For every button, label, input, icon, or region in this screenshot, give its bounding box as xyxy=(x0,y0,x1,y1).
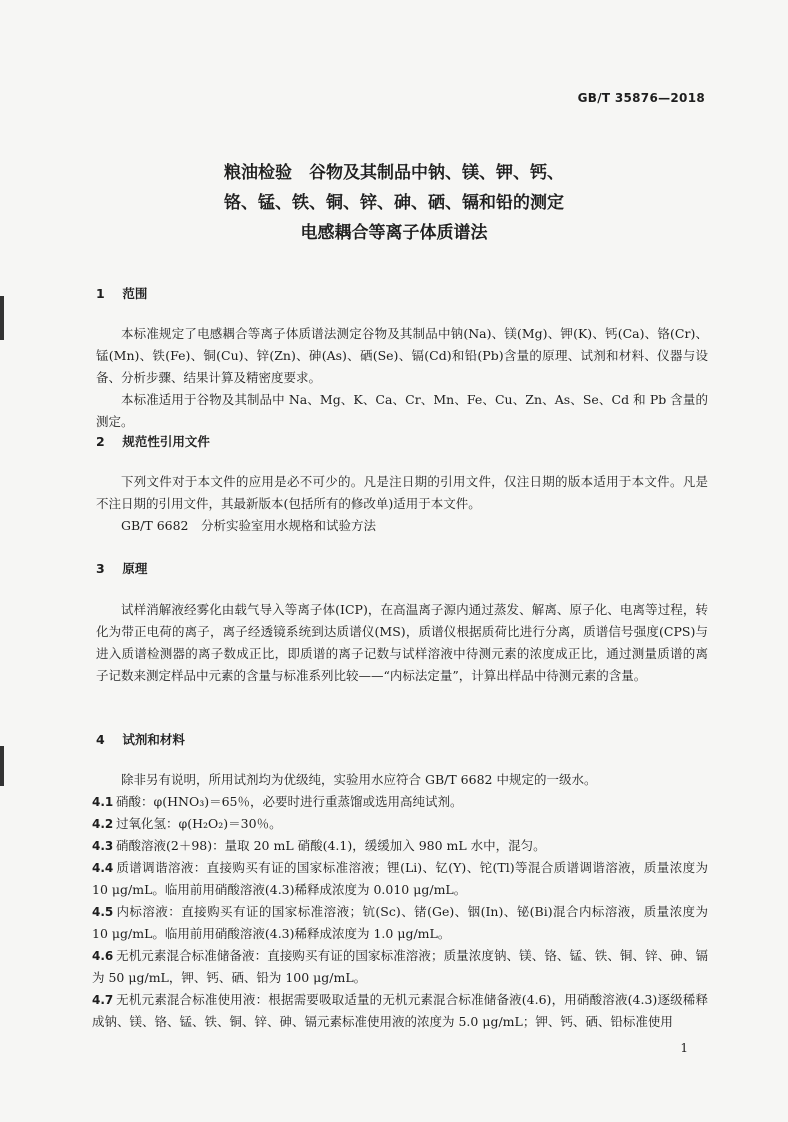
section-title: 范围 xyxy=(122,286,148,301)
clause-text: 硝酸溶液(2＋98)：量取 20 mL 硝酸(4.1)，缓缓加入 980 mL 水中，混匀。 xyxy=(116,838,546,853)
section-heading-1 xyxy=(96,284,147,302)
section-title: 规范性引用文件 xyxy=(122,434,210,449)
clause-item xyxy=(92,989,708,1033)
section-heading-4 xyxy=(96,730,185,748)
clause-text: 内标溶液：直接购买有证的国家标准溶液；钪(Sc)、锗(Ge)、铟(In)、铋(Bi)混合内标溶液，质量浓度为 10 μg/mL。临用前用硝酸溶液(4.3)稀释成浓度为 1.0 μg/mL。 xyxy=(92,904,708,941)
clause-item xyxy=(92,945,708,989)
clause-number: 4.7 xyxy=(92,993,114,1007)
section-title: 试剂和材料 xyxy=(122,732,185,747)
scan-edge-mark xyxy=(0,746,4,786)
scan-edge-mark xyxy=(0,296,4,340)
section-number: 4 xyxy=(96,732,105,747)
standard-code: GB/T 35876—2018 xyxy=(577,91,705,105)
paragraph: 下列文件对于本文件的应用是必不可少的。凡是注日期的引用文件，仅注日期的版本适用于本文件。凡是不注日期的引用文件，其最新版本(包括所有的修改单)适用于本文件。 xyxy=(96,474,708,511)
clause-item xyxy=(92,813,708,835)
clause-number: 4.6 xyxy=(92,949,114,963)
paragraph: 试样消解液经雾化由载气导入等离子体(ICP)，在高温离子源内通过蒸发、解离、原子化、电离等过程，转化为带正电荷的离子，离子经透镜系统到达质谱仪(MS)，质谱仪根据质荷比进行分离，质谱信号强度(CPS)与进入质谱检测器的离子数成正比，即质谱的离子记数与试样溶液中待测元素的浓度成正比，通过测量质谱的离子记数来测定样品中元素的含量与标准系列比较——“内标法定量”，计算出样品中待测元素的含量。 xyxy=(96,602,708,683)
normative-reference: GB/T 6682 分析实验室用水规格和试验方法 xyxy=(121,518,377,533)
section-number: 1 xyxy=(96,286,105,301)
clause-text: 硝酸：φ(HNO₃)＝65％，必要时进行重蒸馏或选用高纯试剂。 xyxy=(116,794,463,809)
clause-item xyxy=(92,857,708,901)
title-line-3: 电感耦合等离子体质谱法 xyxy=(300,223,488,243)
clause-number: 4.2 xyxy=(92,817,114,831)
clause-text: 无机元素混合标准使用液：根据需要吸取适量的无机元素混合标准储备液(4.6)，用硝酸溶液(4.3)逐级稀释成钠、镁、铬、锰、铁、铜、锌、砷、镉元素标准使用液的浓度为 5.0 μg/mL；钾、钙、硒、铅标准使用 xyxy=(92,992,708,1029)
clause-text: 无机元素混合标准储备液：直接购买有证的国家标准溶液；质量浓度钠、镁、铬、锰、铁、铜、锌、砷、镉为 50 μg/mL，钾、钙、硒、铅为 100 μg/mL。 xyxy=(92,948,708,985)
clause-item xyxy=(92,835,708,857)
clause-item xyxy=(92,901,708,945)
clause-number: 4.1 xyxy=(92,795,114,809)
clause-text: 质谱调谐溶液：直接购买有证的国家标准溶液；锂(Li)、钇(Y)、铊(Tl)等混合质谱调谐溶液，质量浓度为 10 μg/mL。临用前用硝酸溶液(4.3)稀释成浓度为 0.010 μg/mL。 xyxy=(92,860,708,897)
clause-item xyxy=(92,791,708,813)
paragraph: 除非另有说明，所用试剂均为优级纯，实验用水应符合 GB/T 6682 中规定的一级水。 xyxy=(121,772,597,787)
section-heading-2 xyxy=(96,432,210,450)
section-title: 原理 xyxy=(122,561,148,576)
title-line-2: 铬、锰、铁、铜、锌、砷、硒、镉和铅的测定 xyxy=(224,193,564,213)
paragraph: 本标准适用于谷物及其制品中 Na、Mg、K、Ca、Cr、Mn、Fe、Cu、Zn、As、Se、Cd 和 Pb 含量的测定。 xyxy=(96,392,708,429)
section-number: 2 xyxy=(96,434,105,449)
page-number: 1 xyxy=(680,1041,688,1055)
title-line-1: 粮油检验 谷物及其制品中钠、镁、钾、钙、 xyxy=(224,163,564,183)
section-heading-3 xyxy=(96,559,147,577)
section-number: 3 xyxy=(96,561,105,576)
document-title xyxy=(96,158,692,248)
clause-number: 4.4 xyxy=(92,861,114,875)
paragraph: 本标准规定了电感耦合等离子体质谱法测定谷物及其制品中钠(Na)、镁(Mg)、钾(K)、钙(Ca)、铬(Cr)、锰(Mn)、铁(Fe)、铜(Cu)、锌(Zn)、砷(As)、硒(Se)、镉(Cd)和铅(Pb)含量的原理、试剂和材料、仪器与设备、分析步骤、结果计算及精密度要求。 xyxy=(96,326,708,385)
clause-number: 4.3 xyxy=(92,839,114,853)
clause-text: 过氧化氢：φ(H₂O₂)＝30％。 xyxy=(116,816,282,831)
clause-number: 4.5 xyxy=(92,905,114,919)
